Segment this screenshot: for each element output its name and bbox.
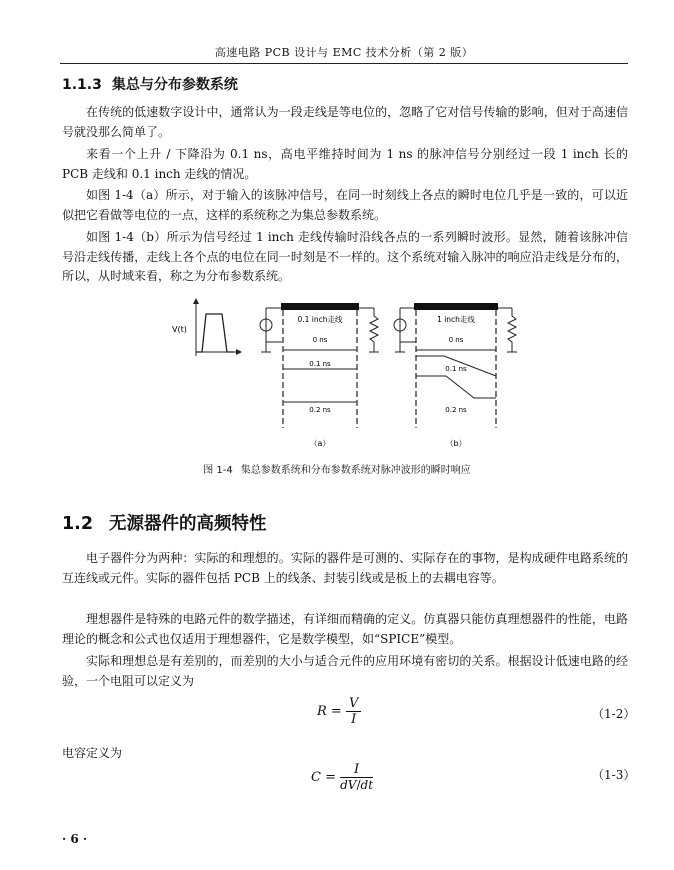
figure-caption-text: 集总参数系统和分布参数系统对脉冲波形的瞬时响应	[240, 465, 471, 476]
section-title: 无源器件的高频特性	[109, 514, 267, 534]
vt-label: V(t)	[172, 325, 187, 334]
time-label-b-0: 0 ns	[448, 336, 464, 344]
panel-a-label: （a）	[309, 439, 331, 448]
section-number: 1.1.3	[62, 77, 102, 93]
eq2-lhs: C	[311, 770, 321, 785]
time-label-b-2: 0.2 ns	[445, 406, 467, 414]
trace-bar-a	[281, 303, 359, 310]
eq2-den-top: dV	[340, 778, 357, 792]
paragraph-2: 来看一个上升 / 下降沿为 0.1 ns，高电平维持时间为 1 ns 的脉冲信号分别经过一段 1 inch 长的 PCB 走线和 0.1 inch 走线的情况。	[62, 147, 628, 181]
equation-1-3: C = $\frac{I}{dV/dt}$	[311, 762, 374, 792]
eq2-den-bottom: dt	[360, 778, 374, 792]
equation-1-2: R = $\frac{V}{I}$	[317, 696, 361, 727]
section-title: 集总与分布参数系统	[111, 77, 238, 93]
figure-number: 图 1-4	[203, 465, 233, 476]
time-label-a-0: 0 ns	[312, 336, 328, 344]
header-rule	[60, 63, 628, 64]
time-label-a-1: 0.1 ns	[309, 360, 331, 368]
eq1-lhs: R	[317, 704, 327, 719]
equation-number-1-3: （1-3）	[592, 768, 636, 782]
section-heading-1-1-3	[62, 74, 238, 94]
trace-label-b: 1 inch走线	[437, 315, 475, 324]
panel-a	[260, 303, 379, 448]
paragraph-1: 在传统的低速数字设计中，通常认为一段走线是等电位的，忽略了它对信号传输的影响，但对于高速信号就没那么简单了。	[62, 105, 628, 139]
source-b	[394, 308, 416, 352]
eq2-numerator: I	[340, 762, 373, 778]
figure-1-4	[0, 296, 674, 456]
eq2-fraction	[340, 762, 373, 793]
panel-b	[394, 303, 517, 448]
paragraph-4: 如图 1-4（b）所示为信号经过 1 inch 走线传输时沿线各点的一系列瞬时波形。显然，随着该脉冲信号沿走线传播，走线上各个点的电位在同一时刻是不一样的。这个系统对输入脉冲的响应沿走线是分布的，所以，从时域来看，称之为分布参数系统。	[62, 230, 628, 283]
time-label-a-2: 0.2 ns	[309, 406, 331, 414]
load-resistor-b	[498, 308, 517, 352]
capacitance-intro: 电容定义为	[62, 746, 123, 760]
equation-number-1-2: （1-2）	[592, 707, 636, 721]
eq1-fraction	[346, 696, 361, 727]
figure-caption	[0, 461, 674, 476]
section-number: 1.2	[62, 514, 94, 534]
trace-bar-b	[414, 303, 498, 310]
eq1-denominator: I	[351, 712, 357, 727]
source-a	[260, 308, 282, 352]
load-resistor-a	[359, 308, 379, 352]
trace-label-a: 0.1 inch走线	[297, 315, 343, 324]
paragraph-7: 实际和理想总是有差别的，而差别的大小与适合元件的应用环境有密切的关系。根据设计低速电路的经验，一个电阻可以定义为	[62, 654, 628, 688]
paragraph-6: 理想器件是特殊的电路元件的数学描述，有详细而精确的定义。仿真器只能仿真理想器件的性能，电路理论的概念和公式也仅适用于理想器件，它是数学模型，如“SPICE”模型。	[62, 612, 628, 646]
running-header: 高速电路 PCB 设计与 EMC 技术分析（第 2 版）	[214, 46, 474, 59]
paragraph-5: 电子器件分为两种：实际的和理想的。实际的器件是可测的、实际存在的事物，是构成硬件电路系统的互连线或元件。实际的器件包括 PCB 上的线条、封装引线或是板上的去耦电容等。	[62, 551, 628, 585]
eq1-numerator: V	[346, 696, 361, 712]
paragraph-3: 如图 1-4（a）所示，对于输入的该脉冲信号，在同一时刻线上各点的瞬时电位几乎是一致的，可以近似把它看做等电位的一点，这样的系统称之为集总参数系统。	[62, 188, 628, 222]
page-number: · 6 ·	[62, 832, 88, 846]
eq2-denominator: dV/dt	[340, 778, 374, 792]
section-heading-1-2	[62, 510, 267, 535]
panel-b-label: （b）	[445, 439, 467, 448]
time-label-b-1: 0.1 ns	[445, 365, 467, 373]
input-pulse-graph	[172, 298, 242, 356]
